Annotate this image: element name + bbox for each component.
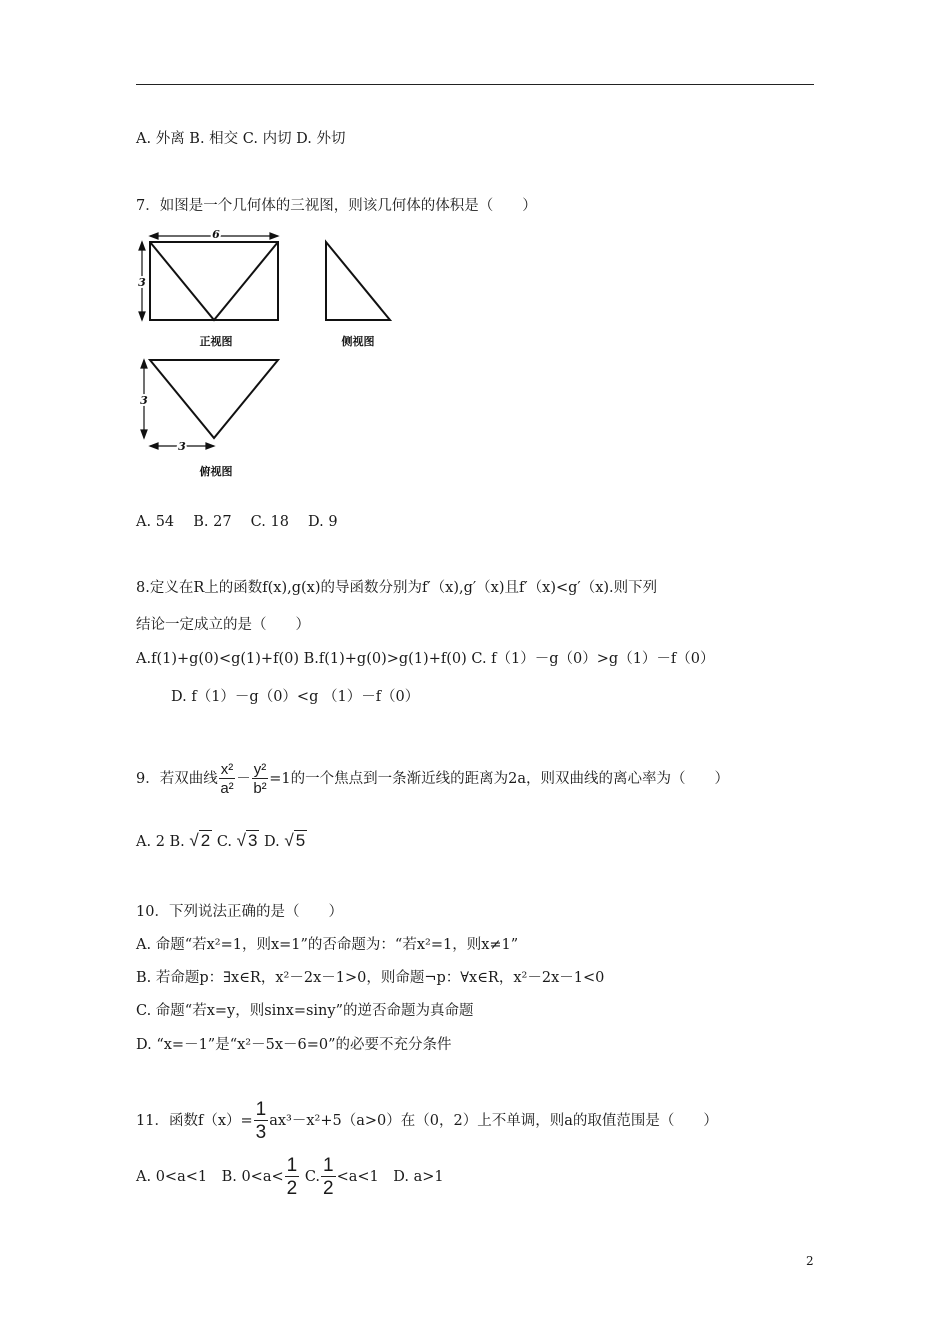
q7-options: A. 54 B. 27 C. 18 D. 9 [136, 514, 338, 530]
q9-fraction-x2-a2: $\frac{\text{x²}}{\text{a²}}$ [220, 761, 234, 797]
side-view-triangle [326, 242, 390, 320]
three-view-figure [136, 228, 406, 483]
top-view-caption: 俯视图 [199, 465, 233, 478]
front-height-label: 3 [138, 276, 146, 289]
sqrt-5: √ 5 [284, 831, 306, 850]
q9-stem: 9．若双曲线 $\frac{\text{x²}}{\text{a²}}$ － $\frac{\text{y²}}{\text{b²}}$ =1的一个焦点到一条渐近线的距离为2a，则双曲线的离心率为（ ） [136, 761, 729, 797]
side-view-caption: 侧视图 [341, 335, 375, 348]
q10-option-d: D. “x=－1”是“x²－5x－6=0”的必要不充分条件 [136, 1037, 452, 1053]
q10-stem: 10．下列说法正确的是（ ） [136, 904, 343, 920]
page-number: 2 [806, 1254, 814, 1268]
q8-stem-line2: 结论一定成立的是（ ） [136, 617, 310, 633]
q11-fraction-b: $\frac{1}{2}$ [286, 1155, 298, 1199]
front-view-caption: 正视图 [199, 335, 233, 348]
front-width-label: 6 [212, 228, 220, 241]
q8-stem-line1: 8.定义在R上的函数f(x),g(x)的导函数分别为f′（x),g′（x)且f′（x)<g′（x).则下列 [136, 580, 658, 596]
q10-option-a: A. 命题“若x²=1，则x=1”的否命题为：“若x²=1，则x≠1” [136, 937, 519, 953]
q11-fraction-1-3: $\frac{1}{3}$ [255, 1099, 267, 1143]
q8-option-d: D. f（1）－g（0）<g （1）－f（0） [171, 689, 420, 705]
q10-option-b: B. 若命题p：∃x∈R，x²－2x－1>0，则命题¬p：∀x∈R，x²－2x－1<0 [136, 970, 605, 986]
q10-option-c: C. 命题“若x=y，则sinx=siny”的逆否命题为真命题 [136, 1003, 474, 1019]
top-height-label: 3 [140, 394, 148, 407]
sqrt-2: √ 2 [189, 831, 211, 850]
top-width-label: 3 [178, 440, 186, 453]
front-view-diagonals [150, 242, 278, 320]
q11-stem: 11．函数f（x）= $\frac{1}{3}$ ax³－x²+5（a>0）在（0，2）上不单调，则a的取值范围是（ ） [136, 1099, 718, 1143]
q7-stem: 7．如图是一个几何体的三视图，则该几何体的体积是（ ） [136, 198, 537, 214]
top-view-triangle [150, 360, 278, 438]
front-view-rect [150, 242, 278, 320]
q9-prefix: 9．若双曲线 [136, 771, 218, 787]
q11-fraction-c: $\frac{1}{2}$ [323, 1155, 334, 1199]
sqrt-3: √ 3 [236, 831, 258, 850]
q6-options: A. 外离 B. 相交 C. 内切 D. 外切 [136, 131, 346, 147]
q9-suffix: =1的一个焦点到一条渐近线的距离为2a，则双曲线的离心率为（ ） [269, 771, 729, 787]
q9-fraction-y2-b2: $\frac{\text{y²}}{\text{b²}}$ [253, 761, 267, 797]
header-rule [136, 84, 814, 85]
q11-options: A. 0<a<1 B. 0<a< $\frac{1}{2}$ C. $\frac{1}{2}$ <a<1 D. a>1 [136, 1155, 444, 1199]
q8-options-abc: A.f(1)+g(0)<g(1)+f(0) B.f(1)+g(0)>g(1)+f(0) C. f（1）－g（0）>g（1）－f（0） [136, 651, 715, 667]
q9-options: A. 2 B. √ 2 C. √ 3 D. √ 5 [136, 831, 306, 850]
